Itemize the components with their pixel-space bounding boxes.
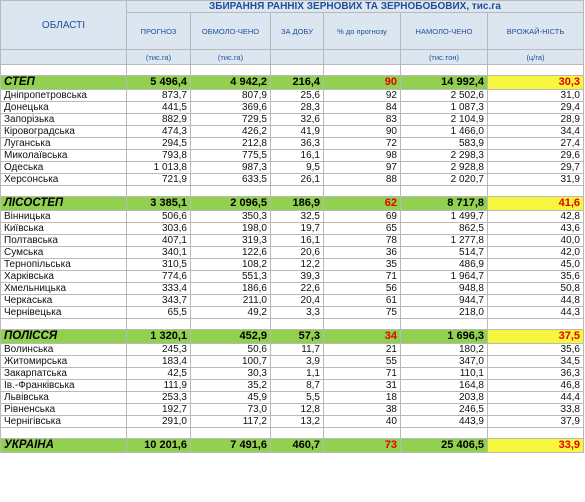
cell-harvested: 8 717,8 bbox=[401, 197, 488, 211]
cell-percent: 18 bbox=[324, 392, 401, 404]
cell-harvested: 164,8 bbox=[401, 380, 488, 392]
table-title: ЗБИРАННЯ РАННІХ ЗЕРНОВИХ ТА ЗЕРНОБОБОВИХ, тис.га bbox=[127, 1, 584, 13]
cell-per-day: 9,5 bbox=[271, 162, 324, 174]
region-total-row bbox=[1, 439, 584, 453]
table-row bbox=[1, 162, 584, 174]
cell-yield: 35,6 bbox=[488, 271, 584, 283]
oblast-name: Хмельницька bbox=[1, 283, 127, 295]
cell-harvested: 1 087,3 bbox=[401, 102, 488, 114]
oblast-name: Чернігівська bbox=[1, 416, 127, 428]
cell-yield: 46,8 bbox=[488, 380, 584, 392]
cell-yield: 33,8 bbox=[488, 404, 584, 416]
table-row bbox=[1, 344, 584, 356]
cell-percent: 56 bbox=[324, 283, 401, 295]
cell-percent: 71 bbox=[324, 271, 401, 283]
oblast-name: Донецька bbox=[1, 102, 127, 114]
cell-percent: 34 bbox=[324, 330, 401, 344]
cell-forecast: 245,3 bbox=[127, 344, 191, 356]
spacer-cell bbox=[324, 319, 401, 330]
spacer-cell bbox=[127, 65, 191, 76]
cell-threshed: 117,2 bbox=[191, 416, 271, 428]
cell-percent: 92 bbox=[324, 90, 401, 102]
cell-harvested: 180,2 bbox=[401, 344, 488, 356]
cell-forecast: 721,9 bbox=[127, 174, 191, 186]
col-header-percent: % до прогнозу bbox=[324, 13, 401, 50]
cell-harvested: 514,7 bbox=[401, 247, 488, 259]
cell-per-day: 460,7 bbox=[271, 439, 324, 453]
cell-percent: 98 bbox=[324, 150, 401, 162]
table-row bbox=[1, 174, 584, 186]
cell-per-day: 19,7 bbox=[271, 223, 324, 235]
cell-forecast: 10 201,6 bbox=[127, 439, 191, 453]
cell-percent: 31 bbox=[324, 380, 401, 392]
cell-yield: 42,8 bbox=[488, 211, 584, 223]
cell-yield: 35,6 bbox=[488, 344, 584, 356]
spacer-cell bbox=[488, 65, 584, 76]
cell-yield: 34,5 bbox=[488, 356, 584, 368]
cell-percent: 83 bbox=[324, 114, 401, 126]
cell-forecast: 333,4 bbox=[127, 283, 191, 295]
cell-threshed: 452,9 bbox=[191, 330, 271, 344]
spacer-cell bbox=[401, 428, 488, 439]
spacer-cell bbox=[324, 428, 401, 439]
cell-yield: 44,8 bbox=[488, 295, 584, 307]
unit-percent bbox=[324, 50, 401, 65]
oblast-name: Житомирська bbox=[1, 356, 127, 368]
cell-forecast: 303,6 bbox=[127, 223, 191, 235]
col-header-forecast: ПРОГНОЗ bbox=[127, 13, 191, 50]
spacer-cell bbox=[271, 428, 324, 439]
oblast-name: Одеська bbox=[1, 162, 127, 174]
cell-forecast: 882,9 bbox=[127, 114, 191, 126]
cell-threshed: 211,0 bbox=[191, 295, 271, 307]
cell-yield: 37,9 bbox=[488, 416, 584, 428]
cell-yield: 34,4 bbox=[488, 126, 584, 138]
cell-threshed: 987,3 bbox=[191, 162, 271, 174]
header-row-units bbox=[1, 50, 584, 65]
table-row bbox=[1, 235, 584, 247]
cell-harvested: 2 104,9 bbox=[401, 114, 488, 126]
unit-forecast: (тис.га) bbox=[127, 50, 191, 65]
cell-percent: 35 bbox=[324, 259, 401, 271]
cell-yield: 30,3 bbox=[488, 76, 584, 90]
spacer-cell bbox=[127, 428, 191, 439]
cell-harvested: 203,8 bbox=[401, 392, 488, 404]
cell-percent: 61 bbox=[324, 295, 401, 307]
cell-per-day: 3,3 bbox=[271, 307, 324, 319]
spacer-cell bbox=[1, 319, 127, 330]
table-row bbox=[1, 247, 584, 259]
spacer-cell bbox=[401, 186, 488, 197]
cell-percent: 55 bbox=[324, 356, 401, 368]
cell-yield: 33,9 bbox=[488, 439, 584, 453]
table-row bbox=[1, 404, 584, 416]
cell-per-day: 16,1 bbox=[271, 150, 324, 162]
cell-per-day: 20,4 bbox=[271, 295, 324, 307]
cell-threshed: 369,6 bbox=[191, 102, 271, 114]
oblast-name: Львівська bbox=[1, 392, 127, 404]
cell-per-day: 25,6 bbox=[271, 90, 324, 102]
cell-per-day: 32,5 bbox=[271, 211, 324, 223]
oblast-name: Сумська bbox=[1, 247, 127, 259]
cell-forecast: 253,3 bbox=[127, 392, 191, 404]
cell-harvested: 1 499,7 bbox=[401, 211, 488, 223]
cell-forecast: 65,5 bbox=[127, 307, 191, 319]
cell-per-day: 36,3 bbox=[271, 138, 324, 150]
cell-per-day: 11,7 bbox=[271, 344, 324, 356]
col-header-threshed: ОБМОЛО-ЧЕНО bbox=[191, 13, 271, 50]
cell-harvested: 583,9 bbox=[401, 138, 488, 150]
cell-percent: 97 bbox=[324, 162, 401, 174]
region-name: ЛІСОСТЕП bbox=[1, 197, 127, 211]
cell-forecast: 343,7 bbox=[127, 295, 191, 307]
cell-percent: 71 bbox=[324, 368, 401, 380]
cell-percent: 75 bbox=[324, 307, 401, 319]
oblast-name: Черкаська bbox=[1, 295, 127, 307]
cell-forecast: 291,0 bbox=[127, 416, 191, 428]
cell-threshed: 426,2 bbox=[191, 126, 271, 138]
cell-percent: 40 bbox=[324, 416, 401, 428]
cell-per-day: 28,3 bbox=[271, 102, 324, 114]
spacer-cell bbox=[271, 65, 324, 76]
cell-forecast: 873,7 bbox=[127, 90, 191, 102]
cell-percent: 62 bbox=[324, 197, 401, 211]
oblast-name: Ів.-Франківська bbox=[1, 380, 127, 392]
cell-percent: 88 bbox=[324, 174, 401, 186]
cell-forecast: 111,9 bbox=[127, 380, 191, 392]
cell-per-day: 12,2 bbox=[271, 259, 324, 271]
spacer-cell bbox=[271, 319, 324, 330]
cell-forecast: 340,1 bbox=[127, 247, 191, 259]
cell-forecast: 192,7 bbox=[127, 404, 191, 416]
cell-yield: 50,8 bbox=[488, 283, 584, 295]
cell-percent: 90 bbox=[324, 76, 401, 90]
spacer-cell bbox=[401, 65, 488, 76]
cell-per-day: 26,1 bbox=[271, 174, 324, 186]
cell-threshed: 108,2 bbox=[191, 259, 271, 271]
cell-forecast: 183,4 bbox=[127, 356, 191, 368]
table-row bbox=[1, 271, 584, 283]
table-row bbox=[1, 416, 584, 428]
cell-threshed: 30,3 bbox=[191, 368, 271, 380]
cell-yield: 44,4 bbox=[488, 392, 584, 404]
cell-per-day: 12,8 bbox=[271, 404, 324, 416]
spacer-row bbox=[1, 428, 584, 439]
cell-threshed: 49,2 bbox=[191, 307, 271, 319]
spacer-cell bbox=[488, 428, 584, 439]
cell-harvested: 25 406,5 bbox=[401, 439, 488, 453]
cell-threshed: 2 096,5 bbox=[191, 197, 271, 211]
cell-harvested: 2 298,3 bbox=[401, 150, 488, 162]
cell-per-day: 32,6 bbox=[271, 114, 324, 126]
oblast-name: Запорізька bbox=[1, 114, 127, 126]
table-body bbox=[1, 1, 584, 453]
region-name: УКРАЇНА bbox=[1, 439, 127, 453]
cell-threshed: 100,7 bbox=[191, 356, 271, 368]
cell-threshed: 122,6 bbox=[191, 247, 271, 259]
table-row bbox=[1, 126, 584, 138]
cell-yield: 29,4 bbox=[488, 102, 584, 114]
cell-percent: 73 bbox=[324, 439, 401, 453]
oblast-name: Херсонська bbox=[1, 174, 127, 186]
spacer-cell bbox=[191, 65, 271, 76]
table-row bbox=[1, 368, 584, 380]
cell-threshed: 73,0 bbox=[191, 404, 271, 416]
col-header-harvested: НАМОЛО-ЧЕНО bbox=[401, 13, 488, 50]
cell-yield: 40,0 bbox=[488, 235, 584, 247]
table-row bbox=[1, 392, 584, 404]
cell-harvested: 2 020,7 bbox=[401, 174, 488, 186]
spacer-row bbox=[1, 319, 584, 330]
oblast-name: Тернопільська bbox=[1, 259, 127, 271]
cell-harvested: 486,9 bbox=[401, 259, 488, 271]
cell-threshed: 4 942,2 bbox=[191, 76, 271, 90]
unit-threshed: (тис.га) bbox=[191, 50, 271, 65]
table-row bbox=[1, 223, 584, 235]
cell-harvested: 862,5 bbox=[401, 223, 488, 235]
table-row bbox=[1, 259, 584, 271]
spacer-cell bbox=[271, 186, 324, 197]
oblast-name: Вінницька bbox=[1, 211, 127, 223]
unit-harvested: (тис.тон) bbox=[401, 50, 488, 65]
cell-percent: 65 bbox=[324, 223, 401, 235]
spacer-cell bbox=[127, 319, 191, 330]
cell-threshed: 551,3 bbox=[191, 271, 271, 283]
table-row bbox=[1, 283, 584, 295]
spacer-cell bbox=[1, 428, 127, 439]
oblast-name: Рівненська bbox=[1, 404, 127, 416]
table-row bbox=[1, 211, 584, 223]
cell-percent: 90 bbox=[324, 126, 401, 138]
oblast-name: Київська bbox=[1, 223, 127, 235]
spacer-cell bbox=[1, 65, 127, 76]
cell-per-day: 39,3 bbox=[271, 271, 324, 283]
cell-forecast: 407,1 bbox=[127, 235, 191, 247]
cell-per-day: 22,6 bbox=[271, 283, 324, 295]
cell-per-day: 1,1 bbox=[271, 368, 324, 380]
region-total-row bbox=[1, 330, 584, 344]
cell-yield: 45,0 bbox=[488, 259, 584, 271]
cell-forecast: 294,5 bbox=[127, 138, 191, 150]
cell-threshed: 198,0 bbox=[191, 223, 271, 235]
cell-per-day: 5,5 bbox=[271, 392, 324, 404]
header-row-title bbox=[1, 1, 584, 13]
cell-harvested: 1 964,7 bbox=[401, 271, 488, 283]
cell-forecast: 42,5 bbox=[127, 368, 191, 380]
cell-harvested: 14 992,4 bbox=[401, 76, 488, 90]
cell-forecast: 1 320,1 bbox=[127, 330, 191, 344]
cell-percent: 84 bbox=[324, 102, 401, 114]
spacer-cell bbox=[191, 428, 271, 439]
table-row bbox=[1, 295, 584, 307]
cell-forecast: 5 496,4 bbox=[127, 76, 191, 90]
table-row bbox=[1, 90, 584, 102]
cell-forecast: 1 013,8 bbox=[127, 162, 191, 174]
cell-forecast: 310,5 bbox=[127, 259, 191, 271]
cell-yield: 44,3 bbox=[488, 307, 584, 319]
cell-per-day: 8,7 bbox=[271, 380, 324, 392]
cell-threshed: 7 491,6 bbox=[191, 439, 271, 453]
cell-forecast: 474,3 bbox=[127, 126, 191, 138]
cell-per-day: 16,1 bbox=[271, 235, 324, 247]
cell-threshed: 350,3 bbox=[191, 211, 271, 223]
unit-per-day bbox=[271, 50, 324, 65]
spacer-cell bbox=[191, 186, 271, 197]
spacer-row bbox=[1, 65, 584, 76]
spacer-cell bbox=[191, 319, 271, 330]
oblast-name: Дніпропетровська bbox=[1, 90, 127, 102]
cell-threshed: 35,2 bbox=[191, 380, 271, 392]
cell-per-day: 186,9 bbox=[271, 197, 324, 211]
units-blank bbox=[1, 50, 127, 65]
spacer-cell bbox=[488, 186, 584, 197]
cell-yield: 28,9 bbox=[488, 114, 584, 126]
cell-threshed: 775,5 bbox=[191, 150, 271, 162]
cell-harvested: 2 928,8 bbox=[401, 162, 488, 174]
spacer-row bbox=[1, 186, 584, 197]
cell-per-day: 3,9 bbox=[271, 356, 324, 368]
cell-harvested: 110,1 bbox=[401, 368, 488, 380]
table-row bbox=[1, 307, 584, 319]
spacer-cell bbox=[127, 186, 191, 197]
cell-per-day: 41,9 bbox=[271, 126, 324, 138]
oblast-name: Закарпатська bbox=[1, 368, 127, 380]
cell-forecast: 774,6 bbox=[127, 271, 191, 283]
region-total-row bbox=[1, 76, 584, 90]
cell-percent: 78 bbox=[324, 235, 401, 247]
cell-forecast: 441,5 bbox=[127, 102, 191, 114]
oblasti-header: ОБЛАСТІ bbox=[1, 1, 127, 50]
cell-percent: 38 bbox=[324, 404, 401, 416]
cell-harvested: 2 502,6 bbox=[401, 90, 488, 102]
table-row bbox=[1, 380, 584, 392]
oblast-name: Полтавська bbox=[1, 235, 127, 247]
region-total-row bbox=[1, 197, 584, 211]
cell-threshed: 212,8 bbox=[191, 138, 271, 150]
unit-yield: (ц/га) bbox=[488, 50, 584, 65]
cell-harvested: 218,0 bbox=[401, 307, 488, 319]
cell-threshed: 186,6 bbox=[191, 283, 271, 295]
oblast-name: Кіровоградська bbox=[1, 126, 127, 138]
spacer-cell bbox=[488, 319, 584, 330]
cell-harvested: 246,5 bbox=[401, 404, 488, 416]
oblast-name: Луганська bbox=[1, 138, 127, 150]
cell-harvested: 944,7 bbox=[401, 295, 488, 307]
cell-yield: 42,0 bbox=[488, 247, 584, 259]
cell-yield: 29,6 bbox=[488, 150, 584, 162]
cell-harvested: 948,8 bbox=[401, 283, 488, 295]
cell-per-day: 216,4 bbox=[271, 76, 324, 90]
cell-per-day: 20,6 bbox=[271, 247, 324, 259]
spacer-cell bbox=[401, 319, 488, 330]
cell-harvested: 1 466,0 bbox=[401, 126, 488, 138]
col-header-yield: ВРОЖАЙ-НІСТЬ bbox=[488, 13, 584, 50]
cell-threshed: 633,5 bbox=[191, 174, 271, 186]
cell-threshed: 45,9 bbox=[191, 392, 271, 404]
cell-yield: 29,7 bbox=[488, 162, 584, 174]
cell-harvested: 443,9 bbox=[401, 416, 488, 428]
region-name: СТЕП bbox=[1, 76, 127, 90]
spacer-cell bbox=[324, 65, 401, 76]
col-header-per-day: ЗА ДОБУ bbox=[271, 13, 324, 50]
spacer-cell bbox=[1, 186, 127, 197]
cell-yield: 31,0 bbox=[488, 90, 584, 102]
table-row bbox=[1, 138, 584, 150]
cell-harvested: 1 696,3 bbox=[401, 330, 488, 344]
cell-percent: 69 bbox=[324, 211, 401, 223]
cell-threshed: 807,9 bbox=[191, 90, 271, 102]
cell-forecast: 3 385,1 bbox=[127, 197, 191, 211]
cell-threshed: 50,6 bbox=[191, 344, 271, 356]
cell-yield: 41,6 bbox=[488, 197, 584, 211]
cell-harvested: 1 277,8 bbox=[401, 235, 488, 247]
cell-threshed: 729,5 bbox=[191, 114, 271, 126]
oblast-name: Харківська bbox=[1, 271, 127, 283]
cell-yield: 37,5 bbox=[488, 330, 584, 344]
cell-threshed: 319,3 bbox=[191, 235, 271, 247]
cell-yield: 36,3 bbox=[488, 368, 584, 380]
oblast-name: Волинська bbox=[1, 344, 127, 356]
table-row bbox=[1, 102, 584, 114]
cell-yield: 31,9 bbox=[488, 174, 584, 186]
cell-forecast: 793,8 bbox=[127, 150, 191, 162]
cell-per-day: 57,3 bbox=[271, 330, 324, 344]
spacer-cell bbox=[324, 186, 401, 197]
cell-percent: 36 bbox=[324, 247, 401, 259]
cell-yield: 43,6 bbox=[488, 223, 584, 235]
table-row bbox=[1, 356, 584, 368]
region-name: ПОЛІССЯ bbox=[1, 330, 127, 344]
table-row bbox=[1, 114, 584, 126]
cell-per-day: 13,2 bbox=[271, 416, 324, 428]
table-row bbox=[1, 150, 584, 162]
cell-forecast: 506,6 bbox=[127, 211, 191, 223]
cell-percent: 21 bbox=[324, 344, 401, 356]
oblast-name: Чернівецька bbox=[1, 307, 127, 319]
cell-yield: 27,4 bbox=[488, 138, 584, 150]
cell-percent: 72 bbox=[324, 138, 401, 150]
oblast-name: Миколаївська bbox=[1, 150, 127, 162]
cell-harvested: 347,0 bbox=[401, 356, 488, 368]
